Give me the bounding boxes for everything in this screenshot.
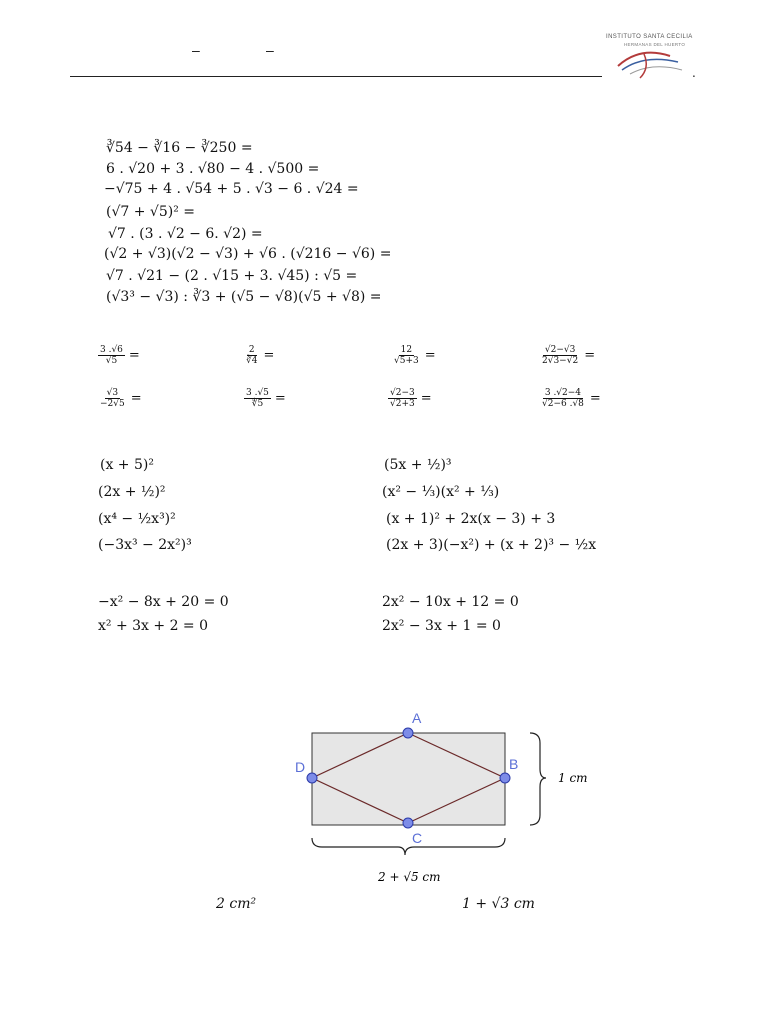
header-dash-1: – bbox=[192, 42, 200, 58]
point-a bbox=[403, 728, 413, 738]
equals-sign: = bbox=[420, 391, 432, 406]
quadratic-right: 2x² − 3x + 1 = 0 bbox=[382, 618, 501, 634]
expansion-right: (x + 1)² + 2x(x − 3) + 3 bbox=[386, 511, 556, 527]
fraction-denominator: √2−6 .√8 bbox=[542, 399, 584, 409]
rationalize-item bbox=[540, 345, 595, 366]
fraction-numerator: √3 bbox=[106, 388, 119, 398]
fraction-denominator: 2√3−√2 bbox=[542, 356, 579, 366]
equals-sign: = bbox=[263, 348, 275, 363]
answer-area: 2 cm² bbox=[216, 896, 257, 912]
expansion-left: (2x + ½)² bbox=[98, 484, 166, 500]
radical-exercise: (√2 + √3)(√2 − √3) + √6 . (√216 − √6) = bbox=[104, 246, 392, 262]
answer-side: 1 + √3 cm bbox=[462, 896, 535, 912]
point-d-label: D bbox=[295, 759, 306, 775]
fraction-numerator: 12 bbox=[400, 345, 413, 355]
radical-exercise: ∛54 − ∛16 − ∛250 = bbox=[106, 140, 253, 156]
radical-exercise: √7 . √21 − (2 . √15 + 3. √45) : √5 = bbox=[106, 268, 358, 284]
fraction-denominator: ∜5 bbox=[251, 399, 264, 409]
school-logo bbox=[600, 32, 696, 80]
expansion-right: (2x + 3)(−x²) + (x + 2)³ − ½x bbox=[386, 537, 597, 553]
equals-sign: = bbox=[274, 391, 286, 406]
quadratic-left: x² + 3x + 2 = 0 bbox=[98, 618, 209, 634]
fraction-denominator: √2+3 bbox=[390, 399, 415, 409]
quadratic-right: 2x² − 10x + 12 = 0 bbox=[382, 594, 519, 610]
equals-sign: = bbox=[584, 348, 596, 363]
height-brace bbox=[530, 733, 546, 825]
fraction-denominator: ∛4 bbox=[246, 356, 258, 366]
rationalize-item bbox=[392, 345, 436, 366]
logo-swirl-icon bbox=[600, 32, 696, 80]
point-d bbox=[307, 773, 317, 783]
header-edge-mark: . bbox=[692, 66, 696, 80]
height-label: 1 cm bbox=[558, 771, 588, 785]
equals-sign: = bbox=[128, 348, 140, 363]
equals-sign: = bbox=[130, 391, 142, 406]
expansion-right: (5x + ½)³ bbox=[384, 457, 452, 473]
radical-exercise: √7 . (3 . √2 − 6. √2) = bbox=[108, 226, 263, 242]
point-b-label: B bbox=[509, 756, 519, 772]
fraction-numerator: 3 .√2−4 bbox=[544, 388, 582, 398]
rationalize-item bbox=[244, 345, 274, 366]
fraction-denominator: −2√5 bbox=[100, 399, 125, 409]
rationalize-item bbox=[244, 388, 286, 409]
rhombus-in-rectangle-figure bbox=[290, 705, 600, 895]
fraction-denominator: √5 bbox=[105, 356, 118, 366]
rationalize-item bbox=[540, 388, 601, 409]
fraction-numerator: 3 .√5 bbox=[246, 388, 269, 398]
rectangle bbox=[312, 733, 505, 825]
logo-subtitle: HERMANAS DEL HUERTO bbox=[624, 42, 686, 47]
radical-exercise: −√75 + 4 . √54 + 5 . √3 − 6 . √24 = bbox=[104, 181, 359, 197]
rationalize-item bbox=[388, 388, 432, 409]
width-label: 2 + √5 cm bbox=[378, 870, 441, 884]
equals-sign: = bbox=[424, 348, 436, 363]
point-b bbox=[500, 773, 510, 783]
fraction-numerator: 2 bbox=[248, 345, 255, 355]
quadratic-left: −x² − 8x + 20 = 0 bbox=[98, 594, 229, 610]
expansion-right: (x² − ⅓)(x² + ⅓) bbox=[382, 484, 500, 500]
rationalize-item bbox=[98, 388, 142, 409]
header-rule bbox=[70, 76, 602, 77]
logo-title: INSTITUTO SANTA CECILIA bbox=[606, 34, 693, 40]
equals-sign: = bbox=[589, 391, 601, 406]
fraction-numerator: √2−√3 bbox=[544, 345, 576, 355]
radical-exercise: (√3³ − √3) : ∛3 + (√5 − √8)(√5 + √8) = bbox=[106, 289, 382, 305]
point-c bbox=[403, 818, 413, 828]
header-dash-2: – bbox=[266, 42, 274, 58]
fraction-denominator: √5+3 bbox=[394, 356, 419, 366]
radical-exercise: (√7 + √5)² = bbox=[106, 204, 196, 220]
width-brace bbox=[312, 838, 505, 855]
expansion-left: (x + 5)² bbox=[100, 457, 154, 473]
point-c-label: C bbox=[412, 830, 423, 846]
fraction-numerator: √2−3 bbox=[390, 388, 415, 398]
rationalize-item bbox=[98, 345, 140, 366]
point-a-label: A bbox=[412, 710, 422, 726]
expansion-left: (x⁴ − ½x³)² bbox=[98, 511, 176, 527]
radical-exercise: 6 . √20 + 3 . √80 − 4 . √500 = bbox=[106, 161, 320, 177]
fraction-numerator: 3 .√6 bbox=[100, 345, 123, 355]
expansion-left: (−3x³ − 2x²)³ bbox=[98, 537, 192, 553]
